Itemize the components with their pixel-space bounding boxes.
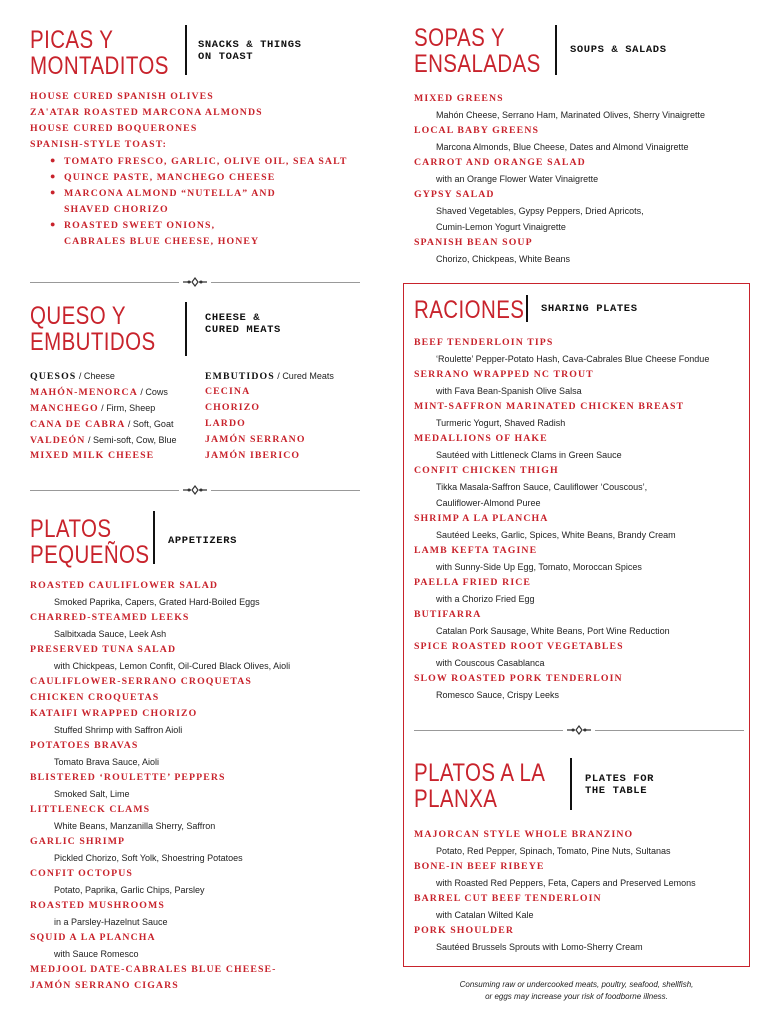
section-subtitle-queso	[205, 312, 281, 336]
dish-name: JAMÓN SERRANO CIGARS	[30, 980, 179, 991]
dish-description: Tikka Masala-Saffron Sauce, Cauliflower ‘Couscous’,	[436, 482, 648, 492]
dish-description: Chorizo, Chickpeas, White Beans	[436, 254, 571, 264]
dish-description: with Catalan Wilted Kale	[436, 910, 534, 920]
dish-description: with a Chorizo Fried Egg	[436, 594, 535, 604]
dish-description: with Sauce Romesco	[54, 949, 139, 959]
dish-description: Sautéed with Littleneck Clams in Green Sauce	[436, 450, 622, 460]
dish-name: KATAIFI WRAPPED CHORIZO	[30, 708, 198, 719]
dish-name: BEEF TENDERLOIN TIPS	[414, 337, 554, 348]
dish-name: CARROT AND ORANGE SALAD	[414, 157, 586, 168]
toast-option: TOMATO FRESCO, GARLIC, OLIVE OIL, SEA SALT	[64, 156, 348, 167]
cheese-item: CANA DE CABRA / Soft, Goat	[30, 419, 174, 430]
dish-name: GARLIC SHRIMP	[30, 836, 126, 847]
dish-name: ROASTED MUSHROOMS	[30, 900, 165, 911]
title-line: PLATOS A LA	[414, 759, 546, 787]
subtitle-line: ON TOAST	[198, 51, 254, 63]
food-safety-notice	[403, 979, 750, 1003]
title-line: MONTADITOS	[30, 52, 169, 80]
section-subtitle-picas	[198, 39, 302, 63]
scroll-ornament-icon	[179, 483, 211, 497]
toast-option: SHAVED CHORIZO	[64, 204, 169, 215]
quesos-list	[30, 370, 205, 470]
dish-name: MAJORCAN STYLE WHOLE BRANZINO	[414, 829, 634, 840]
dish-name: BLISTERED ‘ROULETTE’ PEPPERS	[30, 772, 226, 783]
section-subtitle-planxa	[585, 773, 654, 797]
quesos-heading: QUESOS / Cheese	[30, 371, 115, 382]
meat-item: LARDO	[205, 418, 246, 429]
subtitle-line: PLATES FOR	[585, 773, 655, 785]
dish-description: Catalan Pork Sausage, White Beans, Port Wine Reduction	[436, 626, 670, 636]
menu-item: HOUSE CURED BOQUERONES	[30, 123, 198, 134]
notice-line: or eggs may increase your risk of foodborne illness.	[485, 992, 668, 1001]
toast-option: QUINCE PASTE, MANCHEGO CHEESE	[64, 172, 276, 183]
toast-option: CABRALES BLUE CHEESE, HONEY	[64, 236, 260, 247]
dish-description: Mahón Cheese, Serrano Ham, Marinated Olives, Sherry Vinaigrette	[436, 110, 705, 120]
dish-description: ‘Roulette’ Pepper-Potato Hash, Cava-Cabrales Blue Cheese Fondue	[436, 354, 710, 364]
section-title-platos	[30, 516, 149, 568]
dish-name: SLOW ROASTED PORK TENDERLOIN	[414, 673, 623, 684]
dish-name: SERRANO WRAPPED NC TROUT	[414, 369, 594, 380]
subtitle-line: CURED MEATS	[205, 324, 281, 336]
ornament-divider	[30, 483, 360, 497]
dish-description: Turmeric Yogurt, Shaved Radish	[436, 418, 566, 428]
dish-name: CONFIT OCTOPUS	[30, 868, 133, 879]
bullet: ●	[50, 187, 56, 197]
dish-name: GYPSY SALAD	[414, 189, 495, 200]
subtitle-line: CHEESE &	[205, 312, 261, 324]
cheese-item: MIXED MILK CHEESE	[30, 450, 155, 461]
title-divider	[570, 758, 572, 810]
dish-name: BONE-IN BEEF RIBEYE	[414, 861, 545, 872]
dish-name: ROASTED CAULIFLOWER SALAD	[30, 580, 219, 591]
title-divider	[153, 511, 155, 564]
dish-description: with Sunny-Side Up Egg, Tomato, Moroccan Spices	[436, 562, 642, 572]
dish-description: Cumin-Lemon Yogurt Vinaigrette	[436, 222, 566, 232]
cheese-item: MANCHEGO / Firm, Sheep	[30, 403, 156, 414]
dish-description: Salbitxada Sauce, Leek Ash	[54, 629, 167, 639]
dish-description: Marcona Almonds, Blue Cheese, Dates and Almond Vinaigrette	[436, 142, 689, 152]
dish-name: POTATOES BRAVAS	[30, 740, 139, 751]
scroll-ornament-icon	[563, 723, 595, 737]
dish-description: Potato, Red Pepper, Spinach, Tomato, Pine Nuts, Sultanas	[436, 846, 671, 856]
dish-description: with Fava Bean-Spanish Olive Salsa	[436, 386, 582, 396]
dish-name: MEDJOOL DATE-CABRALES BLUE CHEESE-	[30, 964, 277, 975]
dish-description: Pickled Chorizo, Soft Yolk, Shoestring Potatoes	[54, 853, 243, 863]
section-subtitle-sopas: SOUPS & SALADS	[570, 44, 667, 56]
dish-description: White Beans, Manzanilla Sherry, Saffron	[54, 821, 216, 831]
dish-description: Smoked Paprika, Capers, Grated Hard-Boiled Eggs	[54, 597, 260, 607]
dish-description: in a Parsley-Hazelnut Sauce	[54, 917, 168, 927]
dish-name: SHRIMP A LA PLANCHA	[414, 513, 549, 524]
dish-description: with Chickpeas, Lemon Confit, Oil-Cured Black Olives, Aioli	[54, 661, 291, 671]
section-subtitle-raciones: SHARING PLATES	[541, 303, 638, 315]
title-divider	[526, 295, 528, 322]
embutidos-list	[205, 370, 365, 470]
title-line: PLANXA	[414, 785, 498, 813]
section-title-planxa	[414, 760, 545, 812]
title-line: EMBUTIDOS	[30, 328, 156, 356]
dish-name: SPICE ROASTED ROOT VEGETABLES	[414, 641, 624, 652]
dish-name: CHARRED-STEAMED LEEKS	[30, 612, 190, 623]
dish-description: with Couscous Casablanca	[436, 658, 545, 668]
dish-name: MIXED GREENS	[414, 93, 504, 104]
dish-description: Sautéed Leeks, Garlic, Spices, White Beans, Brandy Cream	[436, 530, 676, 540]
dish-name: LITTLENECK CLAMS	[30, 804, 151, 815]
dish-description: Sautéed Brussels Sprouts with Lomo-Sherry Cream	[436, 942, 643, 952]
dish-name: PRESERVED TUNA SALAD	[30, 644, 177, 655]
scroll-ornament-icon	[179, 275, 211, 289]
dish-name: SPANISH BEAN SOUP	[414, 237, 533, 248]
dish-description: with Roasted Red Peppers, Feta, Capers and Preserved Lemons	[436, 878, 696, 888]
dish-name: CAULIFLOWER-SERRANO CROQUETAS	[30, 676, 252, 687]
menu-item: HOUSE CURED SPANISH OLIVES	[30, 91, 214, 102]
dish-description: with an Orange Flower Water Vinaigrette	[436, 174, 599, 184]
ornament-divider	[30, 275, 360, 289]
title-line: PEQUEÑOS	[30, 541, 150, 569]
dish-name: PORK SHOULDER	[414, 925, 515, 936]
toast-option: ROASTED SWEET ONIONS,	[64, 220, 216, 231]
meat-item: JAMÓN IBERICO	[205, 450, 301, 461]
meat-item: JAMÓN SERRANO	[205, 434, 306, 445]
title-divider	[555, 25, 557, 75]
cheese-item: MAHÓN-MENORCA / Cows	[30, 387, 168, 398]
subtitle-line: THE TABLE	[585, 785, 648, 797]
dish-description: Cauliflower-Almond Puree	[436, 498, 541, 508]
title-line: PLATOS	[30, 515, 112, 543]
dish-description: Stuffed Shrimp with Saffron Aioli	[54, 725, 183, 735]
dish-name: PAELLA FRIED RICE	[414, 577, 532, 588]
meat-item: CHORIZO	[205, 402, 261, 413]
dish-description: Potato, Paprika, Garlic Chips, Parsley	[54, 885, 205, 895]
title-line: ENSALADAS	[414, 50, 541, 78]
section-title-picas	[30, 27, 169, 79]
dish-description: Shaved Vegetables, Gypsy Peppers, Dried Apricots,	[436, 206, 644, 216]
title-divider	[185, 302, 187, 356]
title-line: QUESO Y	[30, 302, 126, 330]
bullet: ●	[50, 219, 56, 229]
dish-name: MINT-SAFFRON MARINATED CHICKEN BREAST	[414, 401, 685, 412]
section-subtitle-platos: APPETIZERS	[168, 535, 238, 547]
dish-name: CHICKEN CROQUETAS	[30, 692, 160, 703]
embutidos-heading: EMBUTIDOS / Cured Meats	[205, 371, 334, 382]
section-title-sopas	[414, 25, 541, 77]
dish-name: BUTIFARRA	[414, 609, 482, 620]
dish-name: LOCAL BABY GREENS	[414, 125, 540, 136]
dish-name: CONFIT CHICKEN THIGH	[414, 465, 559, 476]
cheese-item: VALDEÓN / Semi-soft, Cow, Blue	[30, 435, 177, 446]
subtitle-line: SNACKS & THINGS	[198, 39, 302, 51]
title-line: SOPAS Y	[414, 24, 505, 52]
notice-line: Consuming raw or undercooked meats, poultry, seafood, shellfish,	[459, 980, 694, 989]
ornament-divider	[414, 723, 744, 737]
title-line: PICAS Y	[30, 26, 114, 54]
bullet: ●	[50, 155, 56, 165]
bullet: ●	[50, 171, 56, 181]
title-divider	[185, 25, 187, 75]
menu-item: ZA'ATAR ROASTED MARCONA ALMONDS	[30, 107, 263, 118]
dish-description: Smoked Salt, Lime	[54, 789, 130, 799]
meat-item: CECINA	[205, 386, 251, 397]
section-title-queso	[30, 303, 156, 355]
dish-name: BARREL CUT BEEF TENDERLOIN	[414, 893, 602, 904]
dish-description: Tomato Brava Sauce, Aioli	[54, 757, 160, 767]
toast-option: MARCONA ALMOND “NUTELLA” AND	[64, 188, 276, 199]
dish-name: LAMB KEFTA TAGINE	[414, 545, 538, 556]
dish-description: Romesco Sauce, Crispy Leeks	[436, 690, 560, 700]
dish-name: SQUID A LA PLANCHA	[30, 932, 156, 943]
dish-name: MEDALLIONS OF HAKE	[414, 433, 548, 444]
section-title-raciones: RACIONES	[414, 296, 525, 324]
menu-item: SPANISH-STYLE TOAST:	[30, 139, 167, 150]
